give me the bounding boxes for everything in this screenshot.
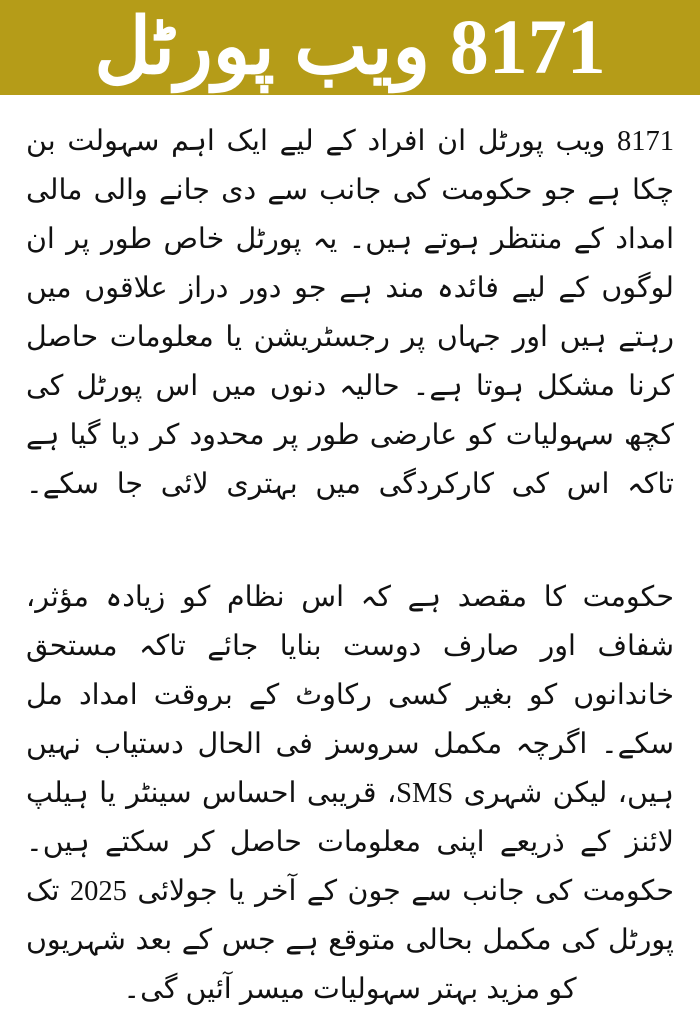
article-body xyxy=(0,95,700,1024)
paragraph-spacer xyxy=(26,539,674,573)
header-banner xyxy=(0,0,700,95)
page-title: 8171 ویب پورٹل xyxy=(94,3,606,91)
paragraph-2: حکومت کا مقصد ہے کہ اس نظام کو زیادہ مؤثر، شفاف اور صارف دوست بنایا جائے تاکہ مستحق خاندانوں کو بغیر کسی رکاوٹ کے بروقت امداد مل سکے۔ اگرچہ مکمل سروسز فی الحال دستیاب نہیں ہیں، لیکن شہری SMS، قریبی احساس سینٹر یا ہیلپ لائنز کے ذریعے اپنی معلومات حاصل کر سکتے ہیں۔ حکومت کی جانب سے جون کے آخر یا جولائی 2025 تک پورٹل کی مکمل بحالی متوقع ہے جس کے بعد شہریوں کو مزید بہتر سہولیات میسر آئیں گی۔ xyxy=(26,581,674,1005)
paragraph-1: 8171 ویب پورٹل ان افراد کے لیے ایک اہم سہولت بن چکا ہے جو حکومت کی جانب سے دی جانے والی مالی امداد کے منتظر ہوتے ہیں۔ یہ پورٹل خاص طور پر ان لوگوں کے لیے فائدہ مند ہے جو دور دراز علاقوں میں رہتے ہیں اور جہاں پر رجسٹریشن یا معلومات حاصل کرنا مشکل ہوتا ہے۔ حالیہ دنوں میں اس پورٹل کی کچھ سہولیات کو عارضی طور پر محدود کر دیا گیا ہے تاکہ اس کی کارکردگی میں بہتری لائی جا سکے۔ xyxy=(26,125,674,500)
